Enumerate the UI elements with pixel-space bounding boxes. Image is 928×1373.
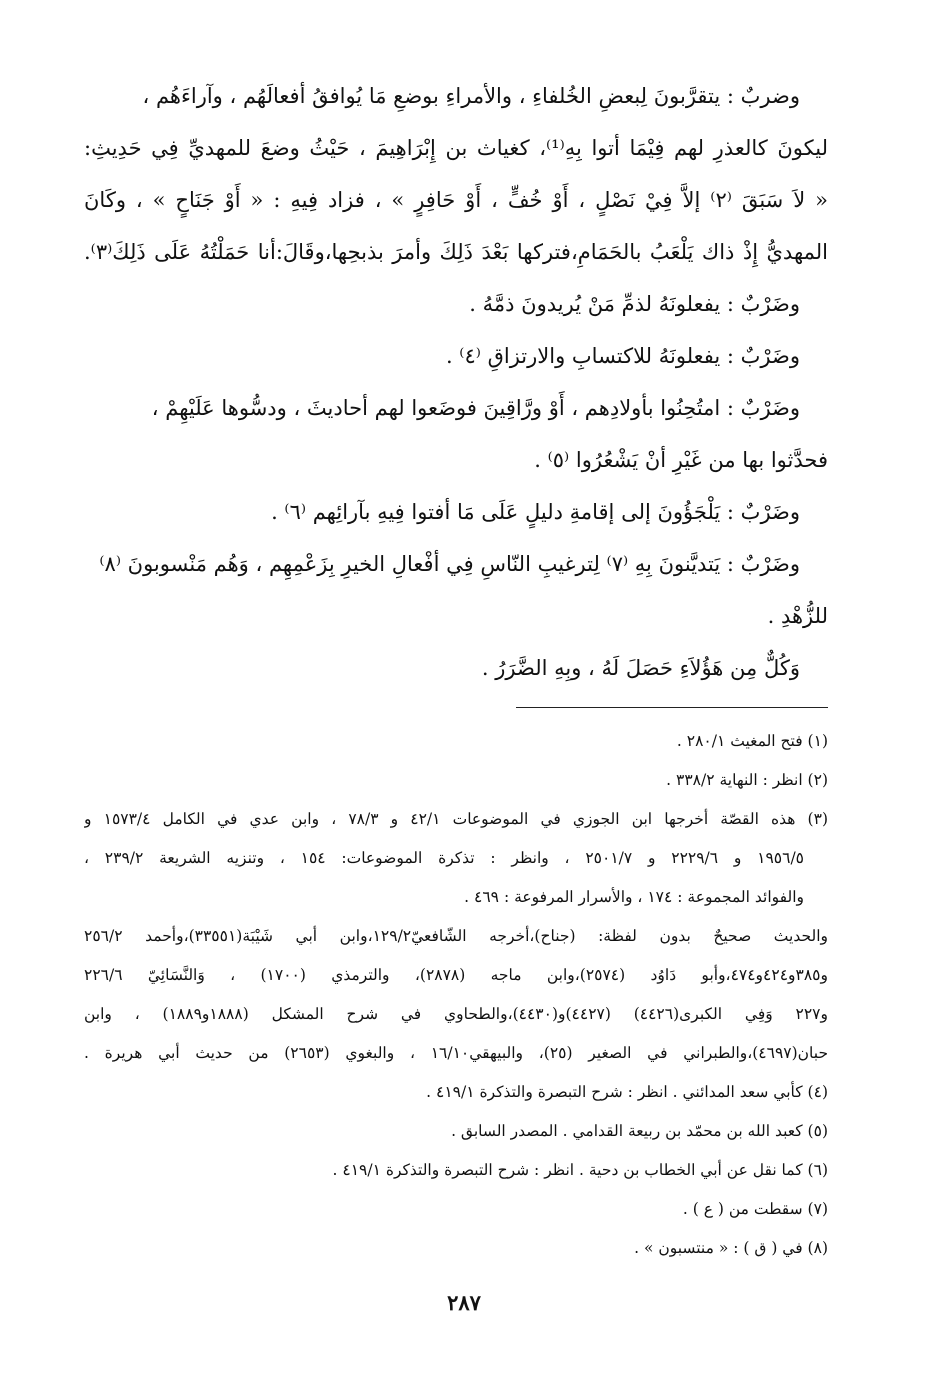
footnote-line: (٢) انظر : النهاية ٣٣٨/٢ . <box>666 771 828 789</box>
body-line: « لاَ سَبَقَ ⁽٢⁾ إلاَّ فِيْ نَصْلٍ ، أَوْ خُفٍّ ، أَوْ حَافِرٍ » ، فزاد فِيهِ : « أَوْ جَنَاحٍ » ، وكَانَ <box>84 188 828 212</box>
footnote-line: والفوائد المجموعة : ١٧٤ ، والأسرار المرفوعة : ٤٦٩ . <box>464 888 804 906</box>
footnote-line: (٧) سقطت من ( ع ) . <box>682 1200 828 1218</box>
footnote-line: (٦) كما نقل عن أبي الخطاب بن دحية . انظر : شرح التبصرة والتذكرة ٤١٩/١ . <box>332 1161 828 1179</box>
footnote-line: و٣٨٥و٤٢٤و٤٧٤،وأبو دَاوُد (٢٥٧٤)،وابن ماجه (٢٨٧٨)، والترمذي (١٧٠٠) ، وَالنَّسَائِيّ ٢٢٦/٦ <box>84 966 828 984</box>
footnote-line: (٤) كأبي سعد المدائني . انظر : شرح التبصرة والتذكرة ٤١٩/١ . <box>426 1083 828 1101</box>
footnote-line: (١) فتح المغيث ٢٨٠/١ . <box>676 732 828 750</box>
body-line: وضَرْبٌ : امتُحِنُوا بأولادِهم ، أَوْ ورَّاقِينَ فوضَعوا لهم أحاديثَ ، ودسُّوها عَلَيْهِمْ ، <box>151 396 800 420</box>
body-line: للزُّهْدِ . <box>767 604 828 628</box>
footnote-line: ١٩٥٦/٥ و ٢٢٢٩/٦ و ٢٥٠١/٧ ، وانظر : تذكرة الموضوعات: ١٥٤ ، وتنزيه الشريعة ٢٣٩/٢ ، <box>84 849 805 867</box>
body-line: فحدَّثوا بها من غَيْرِ أنْ يَشْعُرُوا ⁽٥⁾ . <box>534 448 828 472</box>
footnote-divider <box>516 707 828 708</box>
body-line: المهديُّ إِذْ ذاك يَلْعَبُ بالحَمَامِ،فتركها بَعْدَ ذَلِكَ وأمرَ بذبحِها،وقَالَ:أنا حَمَلْتُهُ عَلَى ذَلِكَ⁽٣⁾. <box>84 240 828 264</box>
footnotes <box>84 722 828 1268</box>
footnote-line: و٢٢٧ وَفِي الكبرى(٤٤٢٦) (٤٤٢٧)و(٤٤٣٠)،والطحاوي في شرح المشكل (١٨٨٨و١٨٨٩) ، وابن <box>84 1005 828 1023</box>
body-line: وضربٌ : يتقرَّبونَ لِبعضِ الخُلفاءِ ، والأمراءِ بوضعِ مَا يُوافقُ أفعالَهُم ، وآراءَهُم ، <box>142 84 800 108</box>
body-line: وضَرْبٌ : يفعلونَهُ لذمِّ مَنْ يُريدونَ ذمَّهُ . <box>469 292 800 316</box>
main-text <box>84 70 828 694</box>
body-line: وضَرْبٌ : يَتديَّنونَ بِهِ ⁽٧⁾ لِترغيبِ النّاسِ فِي أفْعالِ الخيرِ بِزَعْمِهِم ، وَهُم مَنْسوبونَ ⁽٨⁾ <box>99 552 800 576</box>
body-line: وَكُلٌّ مِن هَؤُلاَءِ حَصَلَ لَهُ ، وبِهِ الضَّرَرُ . <box>481 656 800 680</box>
footnote-line: حبان(٤٦٩٧)،والطبراني في الصغير (٢٥)، والبيهقي١٦/١٠ ، والبغوي (٢٦٥٣) من حديث أبي هريرة . <box>84 1044 828 1062</box>
footnote-line: (٨) في ( ق ) : « منتسبون » . <box>634 1239 828 1257</box>
body-line: وضَرْبٌ : يفعلونَهُ للاكتسابِ والارتزاقِ ⁽٤⁾ . <box>445 344 800 368</box>
page-number: ٢٨٧ <box>447 1290 481 1315</box>
footnote-line: (٣) هذه القصّة أخرجها ابن الجوزي في الموضوعات ٤٢/١ و ٧٨/٣ ، وابن عدي في الكامل ١٥٧٣/٤ و <box>84 810 828 828</box>
body-line: ليكونَ كالعذرِ لهم فِيْمَا أتوا بِهِ⁽¹⁾، كغياث بن إِبْرَاهِيمَ ، حَيْثُ وضعَ للمهديِّ فِي حَدِيثِ: <box>84 136 828 160</box>
footnote-line: (٥) كعبد الله بن محمّد بن ربيعة القدامي . المصدر السابق . <box>451 1122 828 1140</box>
body-line: وضَرْبٌ : يَلْجَؤُونَ إلى إقامةِ دليلٍ عَلَى مَا أفتوا فِيهِ بآرائِهم ⁽٦⁾ . <box>271 500 800 524</box>
footnote-line: والحديث صحيحٌ بدون لفظة: (جناح)،أخرجه الشّافعيّ١٢٩/٢،وابن أبي شَيْبَة(٣٣٥٥١)،وأحمد ٢٥٦/٢ <box>84 927 828 945</box>
